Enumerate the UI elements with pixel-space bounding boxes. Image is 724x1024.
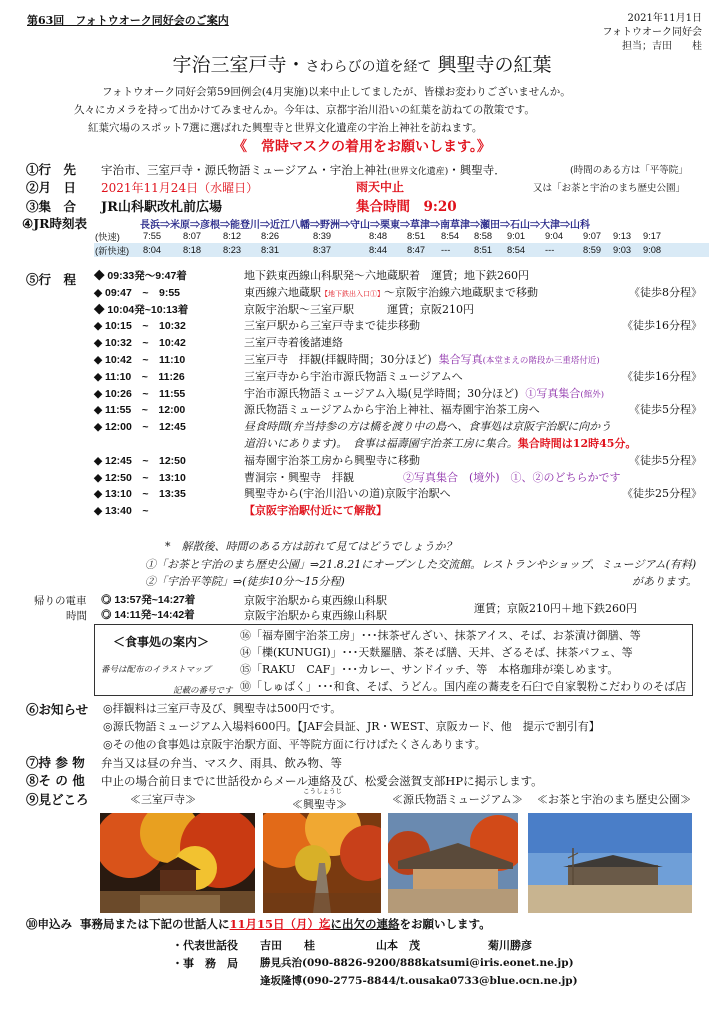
restaurant-item: ⑯「福寿園宇治茶工房」･･･抹茶ぜんざい、抹茶アイス、そば、お茶漬け御膳、等 (240, 629, 641, 642)
notice-label: ⑥お知らせ (26, 702, 89, 717)
after-note-3-end: があります。 (632, 575, 698, 588)
bring-text: 弁当又は昼の弁当、マスク、雨具、飲み物、等 (101, 756, 343, 770)
group-photo-note: (館外) (580, 389, 605, 400)
itinerary-item (94, 470, 714, 487)
apply-label: ⑩申込み (26, 917, 72, 931)
meeting-time: 集合時間 9:20 (356, 199, 457, 215)
return-time-1: ◎ 13:57発~14:27着 (101, 594, 196, 606)
time-cell: 8:51 (473, 243, 506, 257)
itinerary-item (94, 386, 714, 403)
desc-text: 三室戸寺 拝観(拝観時間；30分ほど) (244, 352, 432, 366)
event-date: 2021年11月24日（水曜日） (101, 181, 259, 195)
notice-row (26, 700, 101, 718)
time-cell: --- (544, 243, 582, 257)
apply-row (26, 916, 491, 932)
title-main-1: 宇治三室戸寺・ (172, 54, 306, 76)
itinerary-label-row (26, 270, 101, 288)
intro-line: フォトウオーク同好会第59回例会(4月実施)以来中止してましたが、皆様お変わりございませんか。 (102, 86, 571, 98)
restaurant-side-note-1: 番号は配布のイラストマップ (101, 665, 211, 675)
time-cell: 8:23 (222, 243, 260, 257)
page-title (0, 50, 724, 77)
item-desc: 福寿園宇治茶工房から興聖寺に移動 (244, 453, 420, 467)
intro-text (74, 83, 571, 137)
rep-name: 山本 茂 (376, 939, 420, 952)
itinerary-label: ⑤行 程 (26, 272, 77, 287)
item-desc (244, 285, 538, 303)
item-time: ◆ 12:50 ~ 13:10 (94, 471, 186, 484)
restaurant-item: ⑮「RAKU CAF」･･･カレー、サンドイッチ、等 本格珈琲が楽しめます。 (240, 663, 619, 676)
itinerary-item (94, 503, 714, 520)
row-label: (快速) (95, 232, 120, 242)
itinerary-item (94, 486, 714, 503)
dismissal: 【京阪宇治駅付近にて解散】 (244, 504, 387, 518)
bring-label: ⑦持 参 物 (26, 755, 85, 770)
destination-end: ・興聖寺． (448, 163, 506, 177)
item-time: ◆ 09:47 ~ 9:55 (94, 286, 180, 299)
return-label-2: 時間 (66, 610, 87, 622)
after-note-3: ②「宇治平等院」⇒(徒歩10分～15分程) (145, 575, 345, 588)
item-desc: 京阪宇治駅～三室戸駅 運賃；京阪210円 (244, 302, 474, 316)
caption-genji-museum: ≪源氏物語ミュージアム≫ (392, 793, 523, 806)
item-note: 《徒歩16分程》 (622, 369, 702, 383)
item-desc: 三室戸寺から宇治市源氏物語ミュージアムへ (244, 369, 463, 383)
row-label: (新快速) (94, 243, 142, 257)
itinerary-item (94, 369, 714, 386)
item-desc: 地下鉄東西線山科駅発～六地蔵駅着 運賃；地下鉄260円 (244, 269, 529, 282)
time-cell: 9:01 (507, 231, 526, 241)
caption-history-park: ≪お茶と宇治のまち歴史公園≫ (537, 793, 691, 806)
time-cell: 8:47 (406, 243, 440, 257)
item-desc: 昼食時間(弁当持参の方は橋を渡り中の島へ、食事処は京阪宇治駅に向かう (244, 420, 612, 434)
item-desc (244, 470, 621, 487)
sights-row (26, 790, 101, 808)
notice-line: ◎源氏物語ミュージアム入場料600円。【JAF会員証、JR・WEST、京阪カード、他 提示で割引有】 (103, 720, 600, 733)
intro-line: 紅葉穴場のスポット7選に選ばれた興聖寺と世界文化遺産の宇治上神社を訪ねます。 (88, 122, 483, 134)
notice-line: ◎拝観料は三室戸寺及び、興聖寺は500円です。 (103, 702, 342, 715)
gather-time: 集合時間は12時45分。 (517, 436, 637, 450)
itinerary-item (94, 335, 714, 352)
notice-line: ◎その他の食事処は京阪宇治駅方面、平等院方面に行けばたくさんあります。 (103, 738, 486, 751)
item-desc: 興聖寺から(宇治川沿いの道)京阪宇治駅へ (244, 487, 451, 501)
item-time: ◆ 11:55 ~ 12:00 (94, 404, 186, 417)
destination-note-1: (時間のある方は「平等院」 (570, 165, 688, 176)
date-row (26, 178, 258, 196)
koshoji-ruby: こうしょうじ (303, 787, 342, 795)
item-note: 《徒歩5分程》 (629, 453, 702, 467)
itinerary-item (94, 268, 714, 285)
restaurant-item: ⑭「櫟(KUNUGI)」･･･天麩羅膳、茶そば膳、天丼、ざるそば、抹茶パフェ、等 (240, 646, 633, 659)
time-cell: 8:12 (223, 231, 242, 241)
time-cell: 8:07 (183, 231, 202, 241)
item-time: ◆ 10:15 ~ 10:32 (94, 320, 186, 333)
time-cell: 8:18 (182, 243, 222, 257)
itinerary-item (94, 436, 714, 453)
item-desc (244, 386, 604, 404)
group-photo: ②写真集合 (境外) ①、②のどちらかです (402, 470, 621, 484)
time-cell: 9:17 (643, 231, 662, 241)
return-desc-1: 京阪宇治駅から東西線山科駅 (244, 594, 387, 607)
meeting-label: ③集 合 (26, 199, 77, 214)
restaurant-box (94, 624, 693, 696)
other-text: 中止の場合前日までに世話役からメール連絡及び、松愛会滋賀支部HPに掲示します。 (101, 774, 543, 788)
desc-small: 【地下鉄出入口①】 (321, 289, 384, 298)
destination: 宇治市、三室戸寺・源氏物語ミュージアム・宇治上神社 (101, 163, 388, 177)
desc-text: 道沿いにあります)。 食事は福壽園宇治茶工房に集合。 (244, 436, 518, 450)
time-cell: 9:03 (612, 243, 642, 257)
destination-row (26, 160, 506, 178)
rep-label: ・代表世話役 (172, 939, 238, 952)
item-note: 《徒歩16分程》 (622, 319, 702, 333)
time-cell: --- (440, 243, 473, 257)
group-photo: ①写真集合 (525, 386, 581, 400)
other-label: ⑧そ の 他 (26, 773, 85, 788)
item-time: ◆ 10:42 ~ 11:10 (94, 353, 186, 366)
time-cell: 9:07 (583, 231, 602, 241)
other-row (26, 771, 543, 789)
apply-text-2: に出欠の連絡 (330, 917, 400, 931)
restaurant-heading: ＜食事処の案内＞ (113, 635, 210, 649)
meeting-heading: 第63回 フォトウオーク同好会のご案内 (27, 14, 229, 27)
issue-date: 2021年11月1日 (627, 13, 702, 24)
destination-label: ①行 先 (26, 162, 77, 177)
after-note-2: ①「お茶と宇治のまち歴史公園」⇒21.8.21にオープンした交流館。レストランやショップ、ミュージアム(有料) (145, 558, 697, 571)
itinerary-item (94, 318, 714, 335)
itinerary-item (94, 453, 714, 470)
date-label: ②月 日 (26, 180, 77, 195)
office-label: ・事 務 局 (172, 957, 238, 970)
itinerary-item (94, 352, 714, 369)
destination-note-2: 又は「お茶と宇治のまち歴史公園」 (533, 183, 686, 194)
time-cell: 7:55 (143, 231, 162, 241)
organizer: フォトウオーク同好会 (602, 27, 702, 38)
office-contact-1: 勝見兵治(090-8826-9200/888katsumi@iris.eonet.ne.jp) (260, 957, 574, 969)
jr-stations: 長浜⇒米原⇒彦根⇒能登川⇒近江八幡⇒野洲⇒守山⇒栗東⇒草津⇒南草津⇒瀬田⇒石山⇒大津⇒山科 (140, 220, 590, 231)
photo-history-park (528, 813, 692, 913)
time-cell: 8:59 (582, 243, 612, 257)
destination-small: (世界文化遺産) (387, 167, 449, 177)
item-desc: 三室戸寺着後諸連絡 (244, 336, 343, 350)
caption-koshoji: ≪興聖寺≫ (292, 798, 347, 811)
itinerary-item (94, 402, 714, 419)
time-cell: 9:08 (642, 243, 709, 257)
time-cell: 8:54 (441, 231, 460, 241)
restaurant-list (240, 627, 686, 695)
rain-cancel: 雨天中止 (356, 180, 405, 194)
item-time: ◆ 09:33発～9:47着 (94, 270, 187, 282)
title-main-2: 興聖寺の紅葉 (437, 54, 552, 76)
photo-koshoji (263, 813, 381, 913)
time-cell: 8:37 (312, 243, 368, 257)
meeting-place: JR山科駅改札前広場 (101, 200, 222, 215)
notice-lines (103, 700, 600, 754)
apply-text-3: をお願いします。 (399, 917, 491, 931)
photo-mimurotoji (100, 813, 255, 913)
return-fare: 運賃；京阪210円＋地下鉄260円 (474, 602, 637, 615)
time-cell: 9:13 (613, 231, 632, 241)
item-desc: 源氏物語ミュージアムから宇治上神社、福寿園宇治茶工房へ (244, 403, 540, 417)
time-cell: 8:58 (474, 231, 493, 241)
item-desc (244, 436, 636, 453)
item-time: ◆ 10:26 ~ 11:55 (94, 387, 186, 400)
desc-text: 曹洞宗・興聖寺 拝観 (244, 470, 354, 484)
item-time: ◆ 12:00 ~ 12:45 (94, 421, 186, 434)
contact-person: 担当；吉田 桂 (622, 41, 702, 52)
rep-name: 吉田 桂 (260, 939, 315, 952)
itinerary-item (94, 285, 714, 302)
jr-label: ④JR時刻表 (22, 216, 88, 231)
time-cell: 8:51 (407, 231, 426, 241)
time-cell: 8:39 (313, 231, 332, 241)
item-time: ◆ 10:04発~10:13着 (94, 303, 189, 316)
caption-mimurotoji: ≪三室戸寺≫ (130, 793, 196, 806)
itinerary-list (94, 268, 714, 520)
sights-label: ⑨見どころ (26, 792, 89, 807)
itinerary-item (94, 302, 714, 319)
item-desc: 三室戸駅から三室戸寺まで徒歩移動 (244, 319, 420, 333)
intro-line: 久々にカメラを持って出かけてみませんか。今年は、京都宇治川沿いの紅葉を訪ねての散策です。 (74, 104, 535, 116)
time-cell: 8:04 (142, 243, 182, 257)
bring-row (26, 753, 342, 771)
return-label-1: 帰りの電車 (34, 595, 87, 607)
itinerary-item (94, 419, 714, 436)
apply-deadline: 11月15日（月）迄 (229, 917, 331, 931)
item-time: ◆ 10:32 ~ 10:42 (94, 337, 186, 350)
return-desc-2: 京阪宇治駅から東西線山科駅 (244, 609, 387, 622)
mask-notice: 《 常時マスクの着用をお願いします。》 (233, 139, 491, 155)
header-info (603, 12, 703, 54)
group-photo-note: (本堂まえの階段か三重塔付近) (482, 355, 600, 366)
photo-genji-museum (388, 813, 518, 913)
item-note: 《徒歩25分程》 (622, 487, 702, 501)
item-note: 《徒歩8分程》 (629, 285, 702, 299)
after-note-1: * 解散後、時間のある方は訪れて見てはどうでしょうか？ (165, 540, 457, 553)
return-time-2: ◎ 14:11発~14:42着 (101, 609, 195, 621)
meeting-row (26, 196, 222, 215)
title-sub: さわらびの道を経て (305, 59, 432, 75)
rep-name: 菊川勝彦 (488, 939, 532, 952)
jr-timetable (94, 229, 709, 257)
desc-text-2: ～京阪宇治線六地蔵駅まで移動 (384, 285, 538, 299)
item-time: ◆ 13:40 ~ (94, 505, 149, 518)
timetable-row-rapid (94, 229, 709, 243)
apply-text-1: 事務局または下記の世話人に (80, 917, 230, 931)
time-cell: 8:54 (506, 243, 544, 257)
group-photo: 集合写真 (438, 352, 483, 366)
time-cell: 9:04 (545, 231, 564, 241)
desc-text: 宇治市源氏物語ミュージアム入場(見学時間；30分ほど) (244, 386, 519, 400)
time-cell: 8:48 (369, 231, 388, 241)
time-cell: 8:44 (368, 243, 406, 257)
restaurant-side-note-2: 記載の番号です (173, 686, 233, 696)
item-time: ◆ 13:10 ~ 13:35 (94, 488, 186, 501)
timetable-row-new-rapid (94, 243, 709, 257)
desc-text: 東西線六地蔵駅 (244, 285, 321, 299)
item-note: 《徒歩5分程》 (629, 403, 702, 417)
item-desc (244, 352, 600, 370)
item-time: ◆ 11:10 ~ 11:26 (94, 370, 185, 383)
restaurant-item: ⑩「しゅばく」･･･和食、そば、うどん。国内産の蕎麦を石臼で自家製粉こだわりのそば店 (240, 680, 687, 693)
item-time: ◆ 12:45 ~ 12:50 (94, 454, 186, 467)
office-contact-2: 逢坂隆博(090-2775-8844/t.ousaka0733@blue.ocn.ne.jp) (260, 975, 578, 987)
time-cell: 8:26 (261, 231, 280, 241)
time-cell: 8:31 (260, 243, 312, 257)
